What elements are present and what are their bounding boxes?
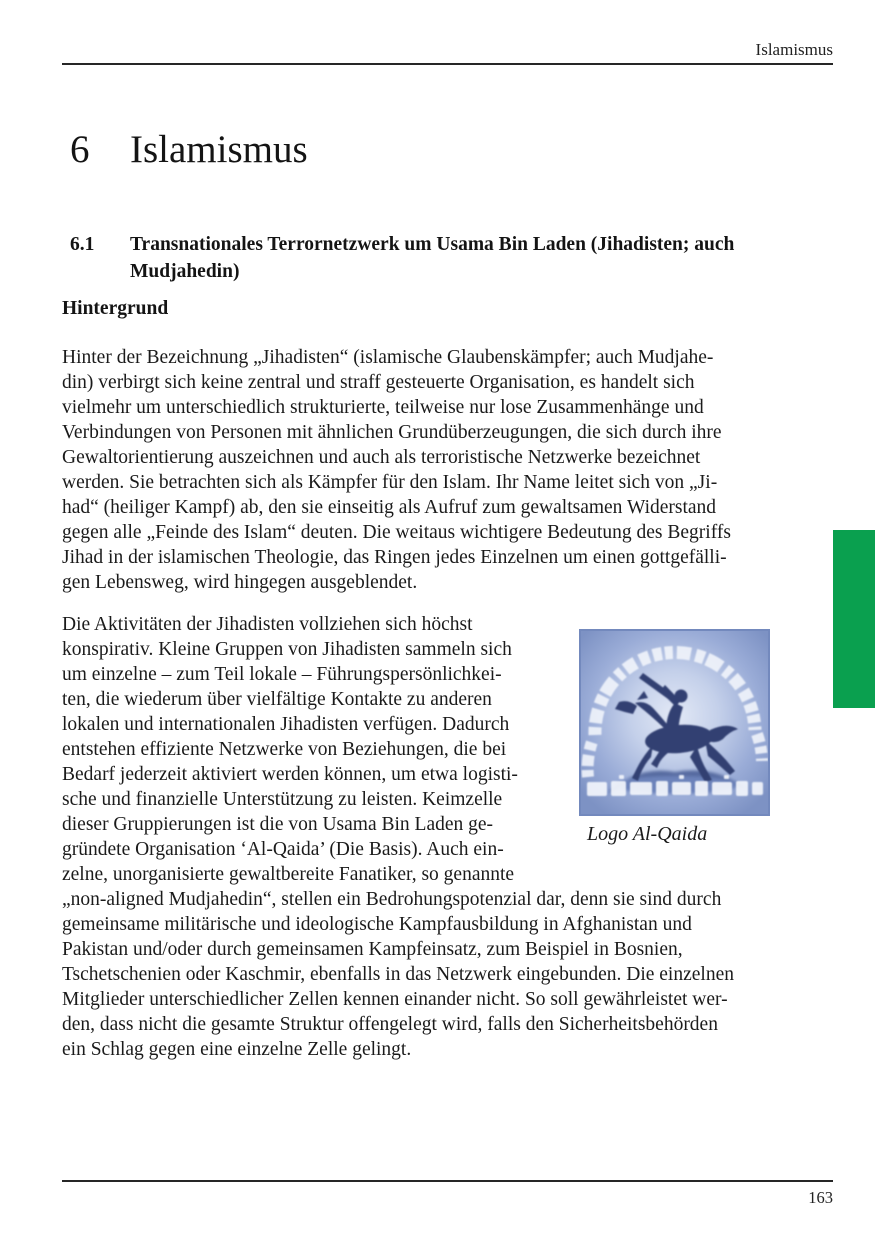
text-line: gemeinsame militärische und ideologische Kampfausbildung in Afghanistan und <box>62 914 692 935</box>
header-rule <box>62 63 833 65</box>
text-line: ten, die wiederum über vielfältige Kontakte zu anderen <box>62 689 492 710</box>
text-line: Gewaltorientierung auszeichnen und auch als terroristische Netzwerke bezeichnet <box>62 447 701 468</box>
text-line: zelne, unorganisierte gewaltbereite Fanatiker, so genannte <box>62 864 515 885</box>
text-line: gegen alle „Feinde des Islam“ deuten. Die weitaus wichtigere Bedeutung des Begriffs <box>62 522 731 543</box>
text-line: lokalen und internationalen Jihadisten verfügen. Dadurch <box>62 714 510 735</box>
text-line: sche und finanzielle Unterstützung zu leisten. Keimzelle <box>62 789 503 810</box>
text-line: Hinter der Bezeichnung „Jihadisten“ (islamische Glaubenskämpfer; auch Mudjahe- <box>62 347 714 368</box>
running-header: Islamismus <box>755 40 833 59</box>
text-line: um einzelne – zum Teil lokale – Führungspersönlichkei- <box>62 664 502 685</box>
text-line: din) verbirgt sich keine zentral und straff gesteuerte Organisation, es handelt sich <box>62 372 695 393</box>
text-line: konspirativ. Kleine Gruppen von Jihadisten sammeln sich <box>62 639 512 660</box>
figure-al-qaida <box>579 629 835 847</box>
text-line: gründete Organisation ‘Al-Qaida’ (Die Basis). Auch ein- <box>62 839 504 860</box>
page-number: 163 <box>808 1188 833 1207</box>
section-title <box>130 231 734 285</box>
text-line: den, dass nicht die gesamte Struktur offengelegt wird, falls den Sicherheitsbehörden <box>62 1014 718 1035</box>
section-title-line: Mudjahedin) <box>130 261 240 282</box>
text-line: werden. Sie betrachten sich als Kämpfer für den Islam. Ihr Name leitet sich von „Ji- <box>62 472 718 493</box>
text-line: „non-aligned Mudjahedin“, stellen ein Bedrohungspotenzial dar, denn sie sind durch <box>62 889 722 910</box>
text-line: entstehen effiziente Netzwerke von Beziehungen, die bei <box>62 739 507 760</box>
text-line: ein Schlag gegen eine einzelne Zelle gelingt. <box>62 1039 412 1060</box>
text-line: Bedarf jederzeit aktiviert werden können, um etwa logisti- <box>62 764 518 785</box>
text-line: had“ (heiliger Kampf) ab, den sie einseitig als Aufruf zum gewaltsamen Widerstand <box>62 497 717 518</box>
paragraph-1 <box>62 345 731 595</box>
text-line: Tschetschenien oder Kaschmir, ebenfalls in das Netzwerk eingebunden. Die einzelnen <box>62 964 734 985</box>
figure-caption: Logo Al-Qaida <box>587 823 708 845</box>
footer-rule <box>62 1180 833 1182</box>
text-line: Jihad in der islamischen Theologie, das Ringen jedes Einzelnen um einen gottgefälli- <box>62 547 727 568</box>
chapter-heading <box>70 128 308 172</box>
chapter-title: Islamismus <box>130 128 308 171</box>
subheading-hintergrund: Hintergrund <box>62 298 169 319</box>
section-title-line: Transnationales Terrornetzwerk um Usama Bin Laden (Jihadisten; auch <box>130 234 735 255</box>
text-line: dieser Gruppierungen ist die von Usama Bin Laden ge- <box>62 814 494 835</box>
chapter-number: 6 <box>70 128 90 171</box>
section-heading <box>70 231 734 285</box>
text-line: vielmehr um unterschiedlich strukturierte, teilweise nur lose Zusammenhänge und <box>62 397 704 418</box>
text-line: Pakistan und/oder durch gemeinsamen Kampfeinsatz, zum Beispiel in Bosnien, <box>62 939 683 960</box>
section-number: 6.1 <box>70 234 95 255</box>
text-line: gen Lebensweg, wird hingegen ausgeblendet. <box>62 572 418 593</box>
text-line: Verbindungen von Personen mit ähnlichen Grundüberzeugungen, die sich durch ihre <box>62 422 722 443</box>
chapter-edge-tab <box>833 530 875 708</box>
al-qaida-logo-image <box>579 629 770 816</box>
text-line: Mitglieder unterschiedlicher Zellen kennen einander nicht. So soll gewährleistet wer- <box>62 989 728 1010</box>
text-line: Die Aktivitäten der Jihadisten vollziehen sich höchst <box>62 614 473 635</box>
